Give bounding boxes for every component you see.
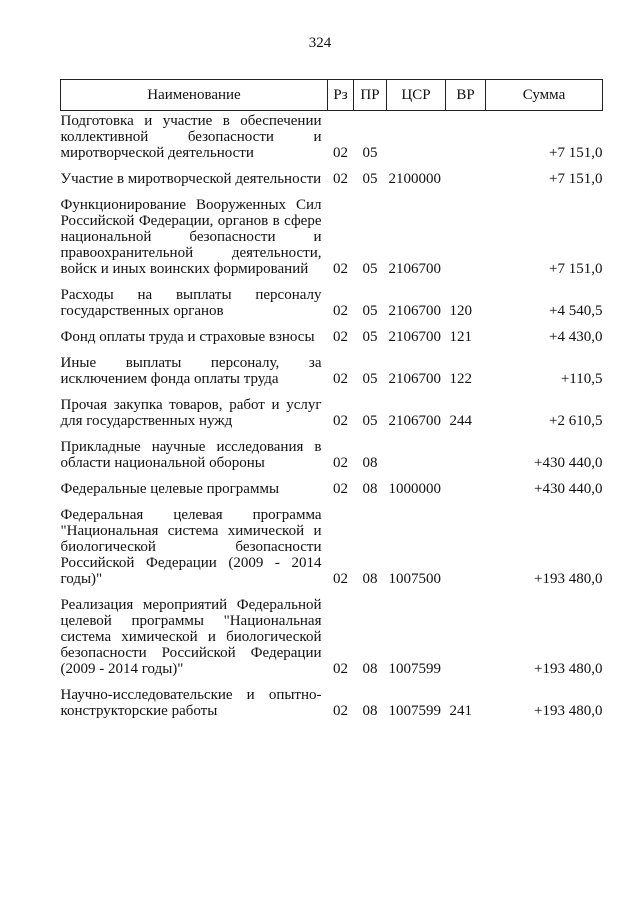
row-rz: 02 <box>333 571 348 587</box>
row-rz: 02 <box>333 371 348 387</box>
row-vr <box>446 439 486 481</box>
row-rz: 02 <box>333 171 348 187</box>
header-csr: ЦСР <box>387 80 446 111</box>
header-sum: Сумма <box>486 80 603 111</box>
row-vr <box>446 507 486 597</box>
page-number: 324 <box>308 35 332 51</box>
row-vr: 241 <box>449 703 472 719</box>
row-vr <box>446 597 486 687</box>
row-sum: +193 480,0 <box>534 661 603 677</box>
row-name: Подготовка и участие в обеспечении коллективной безопасности и миротворческой деятельности <box>60 113 322 161</box>
row-pr: 08 <box>362 481 378 497</box>
table-row <box>61 171 603 197</box>
row-csr: 1000000 <box>388 481 441 497</box>
row-name: Прочая закупка товаров, работ и услуг для государственных нужд <box>60 397 322 429</box>
row-name: Реализация мероприятий Федеральной целевой программы "Национальная система химической и биологической безопасности Российской Федерации (2009 - 2014 годы)" <box>60 597 322 677</box>
row-rz: 02 <box>333 481 348 497</box>
row-sum: +430 440,0 <box>534 481 603 497</box>
table-row <box>61 355 603 397</box>
row-vr: 244 <box>449 413 472 429</box>
row-pr: 05 <box>362 371 378 387</box>
row-name: Расходы на выплаты персоналу государственных органов <box>60 287 322 319</box>
row-sum: +430 440,0 <box>534 455 603 471</box>
header-rz: Рз <box>328 80 354 111</box>
row-name: Научно-исследовательские и опытно-конструкторские работы <box>60 687 322 719</box>
row-sum: +193 480,0 <box>534 703 603 719</box>
row-name: Федеральная целевая программа "Национальная система химической и биологической безопасности Российской Федерации (2009 - 2014 годы)" <box>60 507 322 587</box>
table-header-row <box>61 80 603 111</box>
row-pr: 05 <box>362 171 378 187</box>
row-sum: +2 610,5 <box>549 413 603 429</box>
row-pr: 05 <box>362 303 378 319</box>
row-pr: 08 <box>362 571 378 587</box>
table-row <box>61 397 603 439</box>
row-csr: 1007599 <box>388 703 441 719</box>
row-sum: +4 540,5 <box>549 303 603 319</box>
row-rz: 02 <box>333 303 348 319</box>
row-rz: 02 <box>333 145 348 161</box>
table-row <box>61 687 603 729</box>
table-row <box>61 111 603 172</box>
row-vr <box>446 197 486 287</box>
row-csr <box>387 439 446 481</box>
row-pr: 08 <box>362 703 378 719</box>
row-vr: 120 <box>449 303 472 319</box>
table-row <box>61 481 603 507</box>
row-vr: 122 <box>449 371 472 387</box>
table-row <box>61 287 603 329</box>
row-csr: 2106700 <box>388 303 441 319</box>
row-csr: 2106700 <box>388 413 441 429</box>
row-pr: 05 <box>362 261 378 277</box>
row-csr: 1007500 <box>388 571 441 587</box>
row-csr: 1007599 <box>388 661 441 677</box>
row-sum: +4 430,0 <box>549 329 603 345</box>
row-csr: 2106700 <box>388 329 441 345</box>
row-rz: 02 <box>333 261 348 277</box>
row-pr: 05 <box>362 413 378 429</box>
row-vr <box>446 481 486 507</box>
row-rz: 02 <box>333 413 348 429</box>
row-csr: 2106700 <box>388 371 441 387</box>
row-rz: 02 <box>333 661 348 677</box>
row-pr: 08 <box>362 661 378 677</box>
row-name: Участие в миротворческой деятельности <box>60 171 322 187</box>
table-row <box>61 597 603 687</box>
row-sum: +110,5 <box>560 371 603 387</box>
row-name: Иные выплаты персоналу, за исключением фонда оплаты труда <box>60 355 322 387</box>
row-sum: +7 151,0 <box>549 145 603 161</box>
row-sum: +193 480,0 <box>534 571 603 587</box>
row-rz: 02 <box>333 455 348 471</box>
header-vr: ВР <box>446 80 486 111</box>
row-name: Федеральные целевые программы <box>60 481 280 497</box>
row-csr: 2100000 <box>388 171 441 187</box>
row-pr: 05 <box>362 145 378 161</box>
table-row <box>61 507 603 597</box>
row-vr <box>446 171 486 197</box>
row-vr: 121 <box>449 329 472 345</box>
header-pr: ПР <box>354 80 387 111</box>
row-sum: +7 151,0 <box>549 171 603 187</box>
row-pr: 05 <box>362 329 378 345</box>
row-name: Фонд оплаты труда и страховые взносы <box>60 329 315 345</box>
row-rz: 02 <box>333 329 348 345</box>
row-rz: 02 <box>333 703 348 719</box>
budget-table <box>60 79 603 729</box>
row-csr: 2106700 <box>388 261 441 277</box>
row-csr <box>387 111 446 172</box>
row-vr <box>446 111 486 172</box>
table-row <box>61 329 603 355</box>
row-name: Прикладные научные исследования в области национальной обороны <box>60 439 322 471</box>
table-row <box>61 197 603 287</box>
row-pr: 08 <box>362 455 378 471</box>
table-row <box>61 439 603 481</box>
row-name: Функционирование Вооруженных Сил Российской Федерации, органов в сфере национальной безопасности и правоохранительной деятельности, войск и иных воинских формирований <box>60 197 322 277</box>
row-sum: +7 151,0 <box>549 261 603 277</box>
header-name: Наименование <box>61 80 328 111</box>
